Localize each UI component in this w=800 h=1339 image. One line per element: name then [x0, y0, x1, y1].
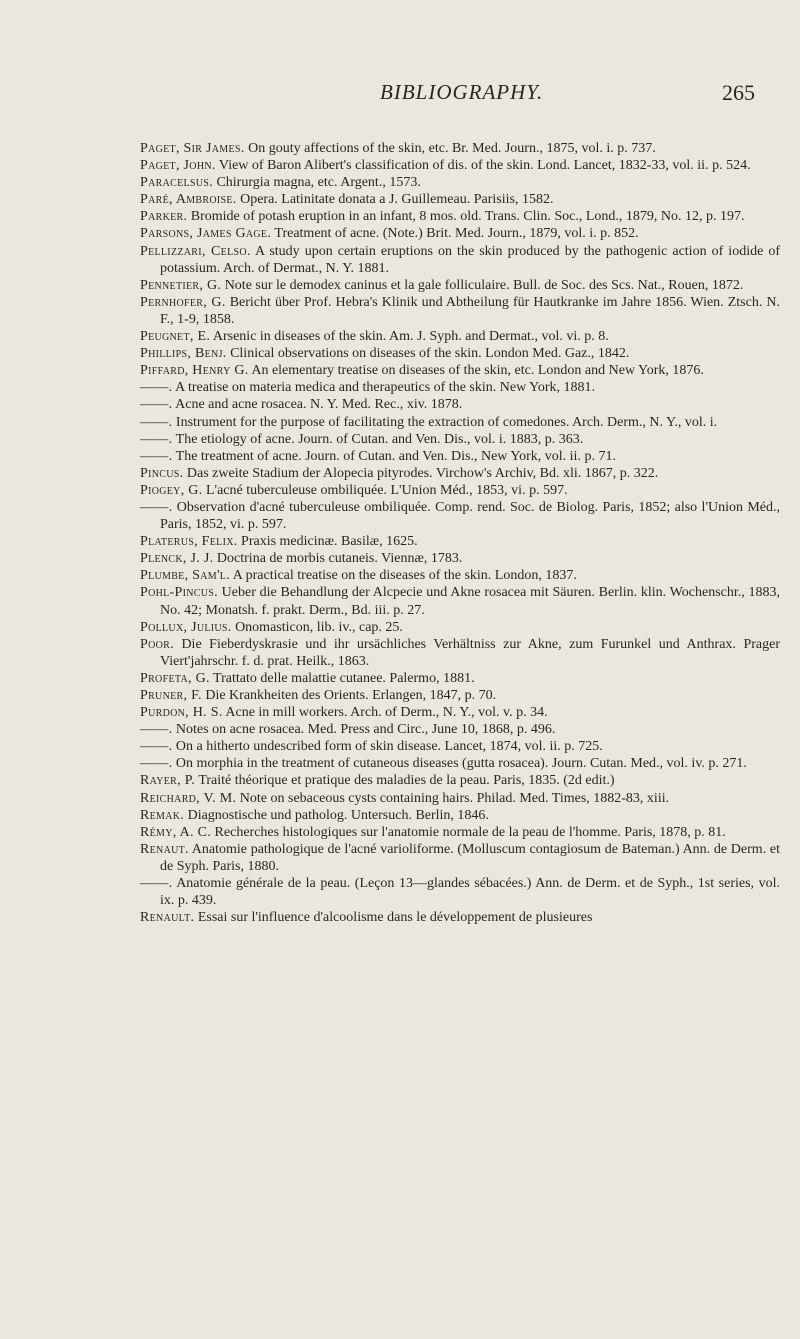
entry-author: Pincus.	[140, 465, 184, 481]
entry-author: Pruner, F.	[140, 688, 202, 703]
entry-author: Profeta, G.	[140, 670, 210, 686]
bibliography-entry	[140, 755, 780, 772]
entry-text: Bericht über Prof. Hebra's Klinik und Abtheilung für Hautkranke im Jahre 1856. Wien. Ztsch. N. F., 1-9, 1858.	[160, 294, 780, 327]
bibliography-entry	[140, 396, 780, 413]
bibliography-entry	[140, 807, 780, 824]
entry-author: ——.	[140, 380, 173, 396]
entry-author: ——.	[140, 739, 173, 755]
bibliography-entry	[140, 294, 780, 328]
entry-text: The etiology of acne. Journ. of Cutan. and Ven. Dis., vol. i. 1883, p. 363.	[175, 431, 584, 447]
entry-text: Instrument for the purpose of facilitating the extraction of comedones. Arch. Derm., N. Y., vol. i.	[175, 414, 718, 430]
bibliography-entry	[140, 772, 780, 789]
entry-author: Piffard, Henry G.	[140, 363, 249, 379]
bibliography-entry	[140, 909, 780, 926]
entry-author: ——.	[140, 756, 173, 772]
bibliography-entry	[140, 140, 780, 157]
entry-author: Reichard, V. M.	[140, 790, 237, 806]
page-header	[0, 80, 800, 120]
entry-author: Rémy, A. C.	[140, 824, 212, 840]
bibliography-entry	[140, 550, 780, 567]
entry-text: An elementary treatise on diseases of the skin, etc. London and New York, 1876.	[251, 363, 704, 379]
entry-author: Plenck, J. J.	[140, 551, 214, 567]
entry-author: Parker.	[140, 209, 188, 225]
entry-text: Observation d'acné tuberculeuse ombiliquée. Comp. rend. Soc. de Biolog. Paris, 1852; also l'Union Méd., Paris, 1852, vi. p. 597.	[160, 499, 781, 533]
entry-text: The treatment of acne. Journ. of Cutan. and Ven. Dis., New York, vol. ii. p. 71.	[175, 448, 616, 464]
entry-text: Clinical observations on diseases of the skin. London Med. Gaz., 1842.	[230, 346, 630, 362]
entry-author: Rayer, P.	[140, 773, 196, 789]
bibliography-entry	[140, 157, 780, 174]
bibliography-entry	[140, 414, 780, 431]
bibliography-entry	[140, 243, 780, 277]
entry-text: A treatise on materia medica and therapeutics of the skin. New York, 1881.	[175, 380, 596, 396]
bibliography-entry	[140, 584, 780, 618]
entry-text: View of Baron Alibert's classification of dis. of the skin. Lond. Lancet, 1832-33, vol. ii. p. 524.	[218, 158, 751, 174]
entry-text: Die Fieberdyskrasie und ihr ursächliches Verhältniss zur Akne, zum Furunkel und Anthrax. Prager Viert'jahrschr. f. d. prat. Heilk., 1863.	[160, 636, 780, 669]
entry-text: Acne and acne rosacea. N. Y. Med. Rec., xiv. 1878.	[175, 397, 463, 413]
page-number: 265	[722, 80, 755, 105]
entry-text: Die Krankheiten des Orients. Erlangen, 1847, p. 70.	[205, 688, 497, 703]
entry-author: ——.	[140, 722, 173, 738]
entry-author: Pellizzari, Celso.	[140, 243, 251, 259]
bibliography-entry	[140, 431, 780, 448]
entry-text: Onomasticon, lib. iv., cap. 25.	[235, 619, 403, 635]
entry-author: Paget, Sir James.	[140, 141, 245, 156]
entry-author: Piogey, G.	[140, 482, 203, 498]
entry-author: Pernhofer, G.	[140, 294, 226, 310]
bibliography-entry	[140, 704, 780, 721]
entry-text: Treatment of acne. (Note.) Brit. Med. Journ., 1879, vol. i. p. 852.	[274, 226, 639, 242]
entry-author: Paré, Ambroise.	[140, 192, 237, 208]
bibliography-entry	[140, 482, 780, 499]
entry-text: Acne in mill workers. Arch. of Derm., N. Y., vol. v. p. 34.	[225, 705, 548, 721]
bibliography-entry	[140, 328, 780, 345]
entry-author: Parsons, James Gage.	[140, 226, 272, 242]
entry-text: L'acné tuberculeuse ombiliquée. L'Union Méd., 1853, vi. p. 597.	[206, 482, 568, 498]
bibliography-entry	[140, 721, 780, 738]
entry-text: Trattato delle malattie cutanee. Palermo, 1881.	[213, 670, 475, 686]
entry-text: Das zweite Stadium der Alopecia pityrodes. Virchow's Archiv, Bd. xli. 1867, p. 322.	[186, 465, 659, 481]
bibliography-entry	[140, 875, 780, 909]
entry-text: Anatomie générale de la peau. (Leçon 13—glandes sébacées.) Ann. de Derm. et de Syph., 1st series, vol. ix. p. 439.	[160, 876, 780, 909]
bibliography-entry	[140, 636, 780, 670]
bibliography-entry	[140, 465, 780, 482]
entry-author: Paget, John.	[140, 158, 216, 174]
entry-text: Opera. Latinitate donata a J. Guillemeau. Parisiis, 1582.	[240, 192, 554, 208]
bibliography-entry	[140, 824, 780, 841]
entry-author: Renault.	[140, 910, 195, 926]
bibliography-entry	[140, 499, 780, 533]
entry-text: Chirurgia magna, etc. Argent., 1573.	[216, 175, 421, 191]
entry-text: Diagnostische und patholog. Untersuch. Berlin, 1846.	[187, 807, 489, 823]
entry-author: ——.	[140, 431, 173, 447]
bibliography-entry	[140, 738, 780, 755]
bibliography-entry	[140, 533, 780, 550]
entry-author: Pennetier, G.	[140, 277, 222, 293]
bibliography-entry	[140, 841, 780, 875]
bibliography-entry	[140, 174, 780, 191]
entry-author: Purdon, H. S.	[140, 705, 223, 721]
entry-text: Anatomie pathologique de l'acné varioliforme. (Molluscum contagiosum de Bateman.) Ann. de Derm. et de Syph. Paris, 1880.	[160, 841, 781, 874]
running-title: BIBLIOGRAPHY.	[380, 80, 544, 104]
bibliography-entry	[140, 448, 780, 465]
bibliography-entry	[140, 687, 780, 704]
entry-text: Notes on acne rosacea. Med. Press and Circ., June 10, 1868, p. 496.	[175, 722, 556, 738]
bibliography-entry	[140, 208, 780, 225]
entry-text: Arsenic in diseases of the skin. Am. J. Syph. and Dermat., vol. vi. p. 8.	[212, 329, 609, 345]
entry-text: Essai sur l'influence d'alcoolisme dans le développement de plusieures	[197, 910, 593, 926]
entry-author: Poor.	[140, 636, 174, 652]
entry-text: Ueber die Behandlung der Alcpecie und Akne rosacea mit Säuren. Berlin. klin. Wochenschr., 1883, No. 42; Monatsh. f. prakt. Derm., Bd. iii. p. 27.	[160, 585, 780, 618]
entry-text: On gouty affections of the skin, etc. Br. Med. Journ., 1875, vol. i. p. 737.	[248, 141, 656, 156]
entry-author: Renaut.	[140, 841, 189, 857]
entry-text: Doctrina de morbis cutaneis. Viennæ, 1783.	[216, 551, 463, 567]
entry-author: ——.	[140, 876, 173, 892]
bibliography-entry	[140, 345, 780, 362]
bibliography-entry	[140, 790, 780, 807]
entry-text: On a hitherto undescribed form of skin disease. Lancet, 1874, vol. ii. p. 725.	[175, 739, 603, 755]
bibliography-entry	[140, 225, 780, 242]
entry-text: Recherches histologiques sur l'anatomie normale de la peau de l'homme. Paris, 1878, p. 81.	[214, 824, 726, 840]
bibliography-list	[140, 140, 780, 926]
bibliography-entry	[140, 362, 780, 379]
entry-text: On morphia in the treatment of cutaneous diseases (gutta rosacea). Journ. Cutan. Med., vol. iv. p. 271.	[175, 756, 747, 772]
bibliography-entry	[140, 191, 780, 208]
entry-author: ——.	[140, 414, 173, 430]
entry-text: A study upon certain eruptions on the skin produced by the pathogenic action of iodide of potassium. Arch. of Dermat., N. Y. 1881.	[160, 243, 781, 276]
entry-author: ——.	[140, 499, 173, 515]
bibliography-entry	[140, 670, 780, 687]
entry-text: A practical treatise on the diseases of the skin. London, 1837.	[232, 568, 577, 584]
entry-author: Plumbe, Sam'l.	[140, 568, 231, 584]
entry-text: Praxis medicinæ. Basilæ, 1625.	[241, 534, 418, 550]
entry-author: Paracelsus.	[140, 175, 213, 191]
bibliography-entry	[140, 379, 780, 396]
entry-author: ——.	[140, 397, 173, 413]
entry-text: Bromide of potash eruption in an infant, 8 mos. old. Trans. Clin. Soc., Lond., 1879, No. 12, p. 197.	[190, 209, 745, 225]
bibliography-entry	[140, 567, 780, 584]
entry-author: Pohl-Pincus.	[140, 585, 218, 601]
entry-author: Remak.	[140, 807, 185, 823]
entry-text: Note on sebaceous cysts containing hairs. Philad. Med. Times, 1882-83, xiii.	[239, 790, 670, 806]
entry-text: Note sur le demodex caninus et la gale folliculaire. Bull. de Soc. des Scs. Nat., Rouen, 1872.	[224, 277, 744, 293]
entry-text: Traité théorique et pratique des maladies de la peau. Paris, 1835. (2d edit.)	[198, 773, 615, 789]
entry-author: Pollux, Julius.	[140, 619, 232, 635]
entry-author: Phillips, Benj.	[140, 346, 227, 362]
entry-author: ——.	[140, 448, 173, 464]
bibliography-entry	[140, 277, 780, 294]
entry-author: Peugnet, E.	[140, 329, 211, 345]
bibliography-entry	[140, 619, 780, 636]
entry-author: Platerus, Felix.	[140, 534, 238, 550]
